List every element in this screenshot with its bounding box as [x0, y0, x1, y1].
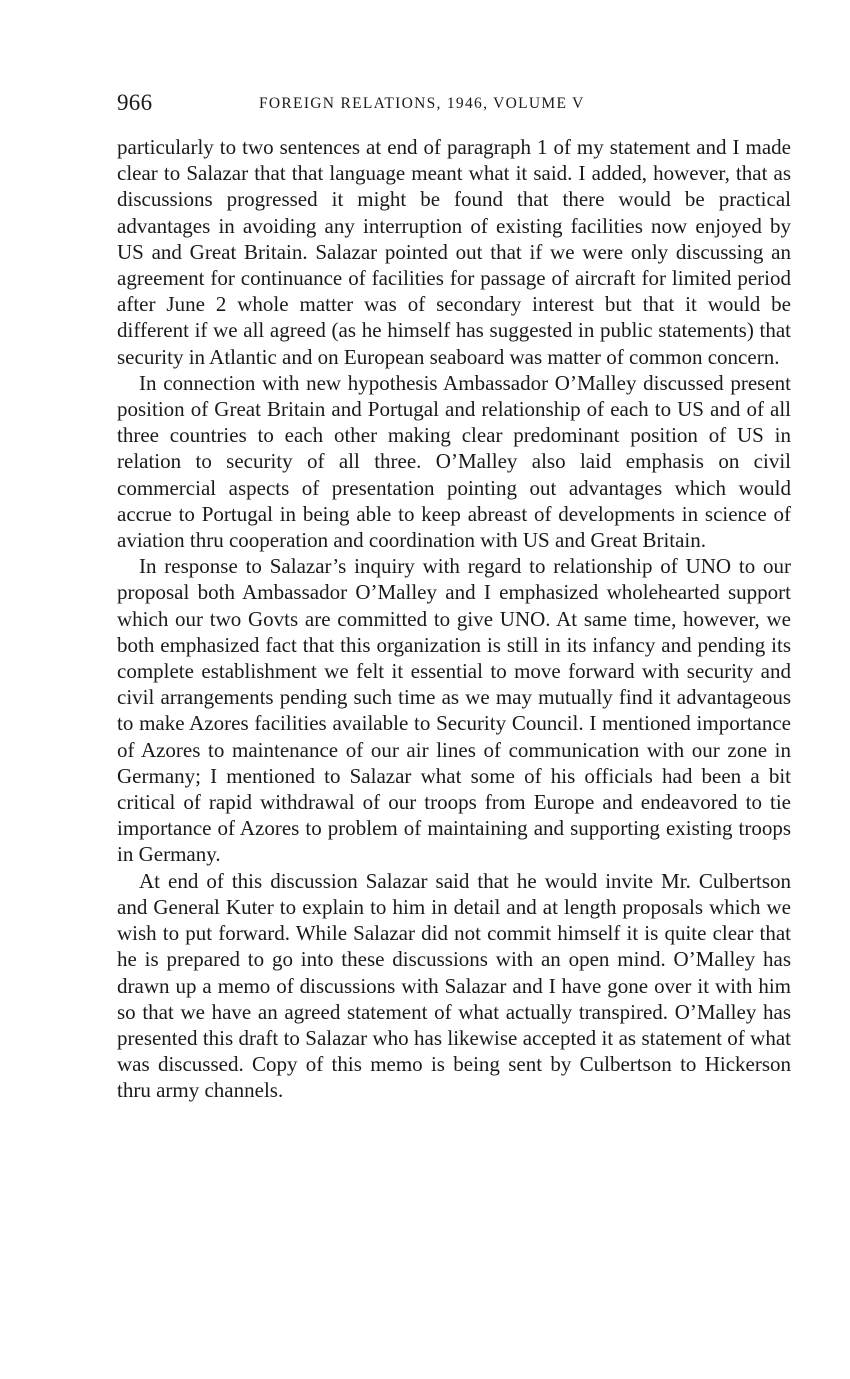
- page-number: 966: [117, 90, 153, 115]
- paragraph-continued: particularly to two sentences at end of paragraph 1 of my statement and I made clear to Salazar that that language meant what it said. I added, however, that as discussions progressed it might be found that there would be practical advantages in avoiding any interruption of existing facilities now enjoyed by US and Great Britain. Salazar pointed out that if we were only discussing an agreement for continuance of facilities for passage of aircraft for limited period after June 2 whole matter was of secondary interest but that it would be different if we all agreed (as he himself has suggested in public statements) that security in Atlantic and on European seaboard was matter of common concern.: [117, 135, 791, 369]
- paragraph-uno-inquiry: In response to Salazar’s inquiry with regard to relationship of UNO to our proposal both Ambassador O’Malley and I emphasized wholehearted support which our two Govts are committed to give UNO. At same time, however, we both emphasized fact that this organization is still in its infancy and pending its complete establishment we felt it essential to move forward with security and civil arrangements pending such time as we may mutually find it advantageous to make Azores facilities available to Security Council. I mentioned importance of Azores to maintenance of our air lines of communication with our zone in Germany; I mentioned to Salazar what some of his officials had been a bit critical of rapid withdrawal of our troops from Europe and endeavored to tie importance of Azores to problem of maintaining and supporting existing troops in Germany.: [117, 554, 791, 867]
- document-body: [117, 134, 791, 1104]
- paragraph-end-of-discussion: At end of this discussion Salazar said that he would invite Mr. Culbertson and General Kuter to explain to him in detail and at length proposals which we wish to put forward. While Salazar did not commit himself it is quite clear that he is prepared to go into these discussions with an open mind. O’Malley has drawn up a memo of discussions with Salazar and I have gone over it with him so that we have an agreed statement of what actually transpired. O’Malley has presented this draft to Salazar who has likewise accepted it as statement of what was discussed. Copy of this memo is being sent by Culbertson to Hickerson thru army channels.: [117, 868, 791, 1103]
- running-header: [117, 88, 791, 120]
- paragraph-omalley-discussion: In connection with new hypothesis Ambassador O’Malley discussed present position of Great Britain and Portugal and relationship of each to US and of all three countries to each other making clear predominant position of US in relation to security of all three. O’Malley also laid emphasis on civil commercial aspects of presentation pointing out advantages which would accrue to Portugal in being able to keep abreast of developments in science of aviation thru cooperation and coordination with US and Great Britain.: [117, 370, 791, 553]
- document-page: [117, 88, 791, 1104]
- running-title: FOREIGN RELATIONS, 1946, VOLUME V: [259, 95, 585, 112]
